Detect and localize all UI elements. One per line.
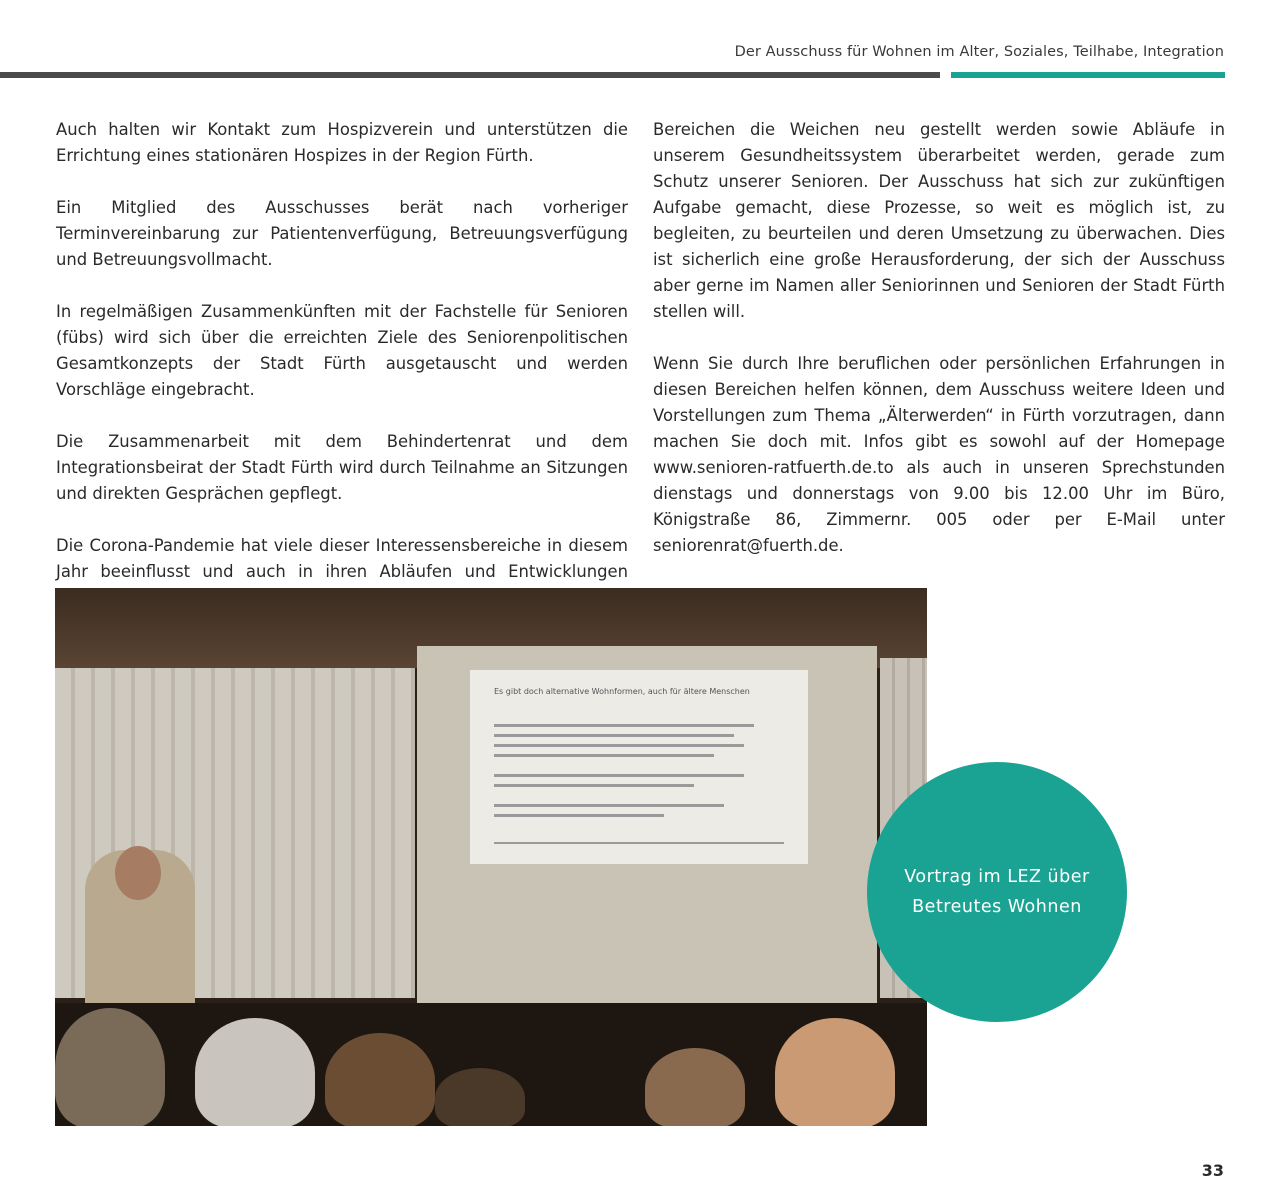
paragraph-zusammenarbeit: Die Zusammenarbeit mit dem Behindertenrat und dem Integrationsbeirat der Stadt Fürth wird durch Teilnahme an Sitzungen und direkten Gesprächen gepflegt. (56, 432, 628, 503)
audience-head (325, 1033, 435, 1126)
page-number: 33 (1201, 1161, 1224, 1180)
photo-caption-circle (867, 762, 1127, 1022)
left-column (56, 117, 628, 663)
header-rule-teal (951, 72, 1225, 78)
right-column (653, 117, 1225, 637)
paragraph-corona: Die Corona-Pandemie hat viele dieser Interessensbereiche in diesem Jahr beeinflusst und auch in ihren Abläufen und Entwicklungen (56, 536, 628, 581)
slide-text-line (494, 774, 744, 777)
event-photo (55, 588, 927, 1126)
audience-head (55, 1008, 165, 1126)
slide-text-line (494, 724, 754, 727)
audience-head (645, 1048, 745, 1126)
speaker-head (115, 846, 161, 900)
paragraph-hospiz: Auch halten wir Kontakt zum Hospizverein und unterstützen die Errichtung eines stationären Hospizes in der Region Fürth. (56, 120, 628, 165)
slide-text-line (494, 744, 744, 747)
paragraph-fachstelle: In regelmäßigen Zusammenkünften mit der Fachstelle für Senioren (fübs) wird sich über die erreichten Ziele des Seniorenpolitischen Gesamtkonzepts der Stadt Fürth ausgetauscht und werden Vorschläge eingebracht. (56, 302, 628, 399)
slide-text-line (494, 754, 714, 757)
audience-head (195, 1018, 315, 1126)
slide-footer-line (494, 842, 784, 844)
projected-slide (470, 670, 808, 864)
slide-text-line (494, 734, 734, 737)
paragraph-weichen: Bereichen die Weichen neu gestellt werden sowie Abläufe in unserem Gesundheitssystem überarbeitet werden, gerade zum Schutz unserer Senioren. Der Ausschuss hat sich zur zukünftigen Aufgabe gemacht, diese Prozesse, so weit es möglich ist, zu begleiten, zu beurteilen und deren Umsetzung zu überwachen. Dies ist sicherlich eine große Herausforderung, der sich der Ausschuss aber gerne im Namen aller Seniorinnen und Senioren der Stadt Fürth stellen will. (653, 120, 1225, 321)
slide-text-line (494, 784, 694, 787)
caption-line-2: Betreutes Wohnen (912, 897, 1082, 917)
audience-head (435, 1068, 525, 1126)
paragraph-mitmachen: Wenn Sie durch Ihre beruflichen oder persönlichen Erfahrungen in diesen Bereichen helfen können, dem Ausschuss weitere Ideen und Vorstellungen zum Thema „Älterwerden“ in Fürth vorzutragen, dann machen Sie doch mit. Infos gibt es sowohl auf der Homepage www.senioren-ratfuerth.de.to als auch in unseren Sprechstunden dienstags und donnerstags von 9.00 bis 12.00 Uhr im Büro, Königstraße 86, Zimmernr. 005 oder per E-Mail unter seniorenrat@fuerth.de. (653, 354, 1225, 555)
caption-line-1: Vortrag im LEZ über (904, 867, 1090, 887)
running-header: Der Ausschuss für Wohnen im Alter, Soziales, Teilhabe, Integration (734, 44, 1224, 60)
header-rule-gray (0, 72, 940, 78)
audience-head (775, 1018, 895, 1126)
slide-title: Es gibt doch alternative Wohnformen, auch für ältere Menschen (494, 687, 750, 696)
paragraph-beratung: Ein Mitglied des Ausschusses berät nach vorheriger Terminvereinbarung zur Patientenverfügung, Betreuungsverfügung und Betreuungsvollmacht. (56, 198, 628, 269)
slide-text-line (494, 814, 664, 817)
slide-text-line (494, 804, 724, 807)
